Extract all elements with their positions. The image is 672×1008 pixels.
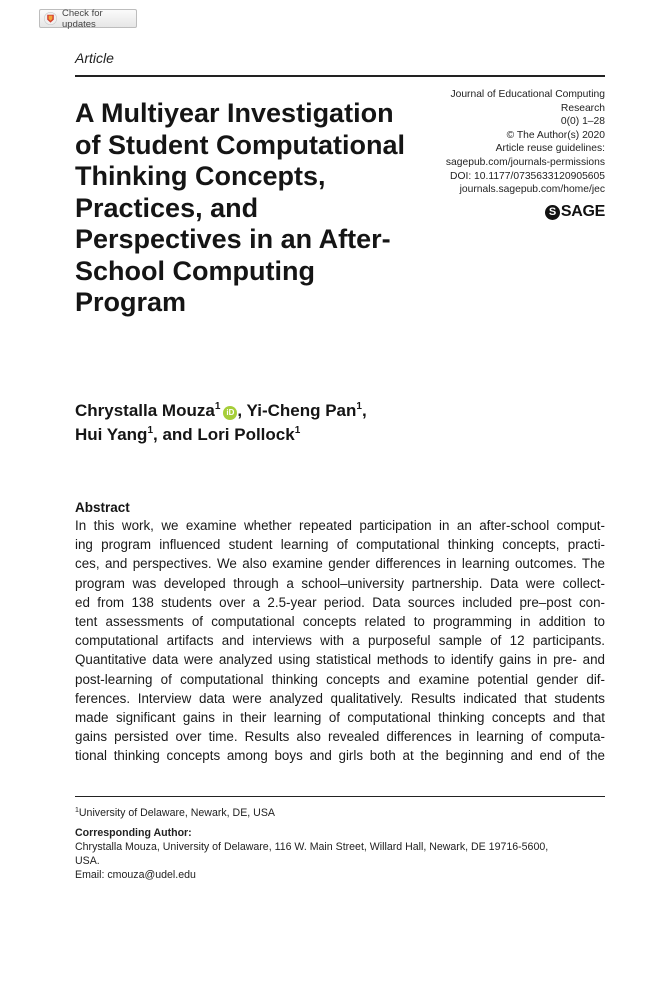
author-line [75, 423, 475, 447]
meta-reuse-label: Article reuse guidelines: [495, 143, 605, 155]
check-for-updates-button[interactable] [39, 9, 137, 28]
sage-logo [545, 203, 605, 221]
meta-copyright: © The Author(s) 2020 [506, 129, 605, 141]
author-line [75, 399, 475, 423]
abstract-line: made significant gains in their learning of computational thinking concepts and that [75, 710, 605, 726]
corresponding-address-line: Chrystalla Mouza, University of Delaware, 116 W. Main Street, Willard Hall, Newark, DE 19716-5600, [75, 841, 549, 853]
affiliation-text: University of Delaware, Newark, DE, USA [78, 807, 275, 819]
affiliation-marker: 1 [294, 425, 301, 436]
abstract-line: gains persisted over time. Results also revealed differences in learning of computa- [75, 729, 605, 745]
author-separator: , [237, 401, 247, 420]
abstract-body [75, 516, 605, 766]
author-separator: , [361, 401, 367, 420]
author-name[interactable]: Yi-Cheng Pan [246, 401, 357, 420]
abstract-line: ferences. Interview data were analyzed qualitatively. Results indicated that students [75, 690, 605, 706]
meta-journal-home-link[interactable]: journals.sagepub.com/home/jec [459, 184, 605, 196]
corresponding-email[interactable]: Email: cmouza@udel.edu [75, 869, 196, 881]
abstract-line: ed from 138 students over a 2.5-year period. Data sources included pre–post con- [75, 594, 605, 610]
abstract-line: post-learning of computational thinking concepts and examine potential gender dif- [75, 671, 605, 687]
affiliation-marker: 1 [214, 401, 221, 412]
header-rule [75, 75, 605, 77]
footnote-rule [75, 796, 605, 797]
abstract-line: computational artifacts and interviews with a purposeful sample of 12 participants. [75, 633, 605, 649]
meta-permissions-link[interactable]: sagepub.com/journals-permissions [445, 156, 605, 168]
affiliation-footnote [75, 806, 605, 820]
affiliation-marker: 1 [356, 401, 362, 412]
abstract-line: tional thinking concepts among boys and girls both at the beginning and end of the [75, 748, 605, 764]
abstract-line: program was developed through a school–university partnership. Data were collect- [75, 575, 605, 591]
orcid-icon[interactable]: iD [223, 406, 237, 420]
abstract-line: Quantitative data were analyzed using statistical methods to identify gains in pre- and [75, 652, 605, 668]
footnotes [75, 806, 605, 882]
corresponding-author-heading: Corresponding Author: [75, 827, 192, 839]
author-name[interactable]: Hui Yang [75, 425, 148, 444]
meta-volume: 0(0) 1–28 [560, 116, 605, 128]
author-separator: , and [153, 425, 198, 444]
article-title: A Multiyear Investigation of Student Computational Thinking Concepts, Practices, and Perspectives in an After-School Computing Program [75, 98, 405, 317]
crossmark-icon [44, 12, 57, 25]
check-for-updates-label: Check for updates [62, 7, 103, 30]
journal-meta [365, 88, 605, 197]
abstract-line: ces, and perspectives. We also examine gender differences in learning outcomes. The [75, 556, 605, 572]
abstract-heading: Abstract [75, 500, 130, 515]
author-name[interactable]: Chrystalla Mouza [75, 401, 215, 420]
sage-s-icon: S [545, 205, 560, 220]
abstract-line: tent assessments of computational concepts related to programming in addition to [75, 614, 605, 630]
meta-doi-link[interactable]: DOI: 10.1177/0735633120905605 [450, 170, 605, 182]
meta-journal-line1: Journal of Educational Computing [450, 89, 605, 100]
affiliation-footnote-marker: 1 [75, 807, 79, 814]
author-name[interactable]: Lori Pollock [197, 425, 295, 444]
corresponding-address-line: USA. [75, 855, 100, 867]
affiliation-marker: 1 [147, 425, 153, 436]
meta-journal-line2: Research [560, 102, 605, 114]
article-type-label: Article [75, 50, 114, 66]
abstract-line: In this work, we examine whether repeated participation in an after-school comput- [75, 518, 605, 533]
abstract-line: ing program influenced student learning of computational thinking concepts, practi- [75, 537, 605, 553]
author-list [75, 399, 475, 447]
sage-logo-text: SAGE [560, 203, 605, 220]
